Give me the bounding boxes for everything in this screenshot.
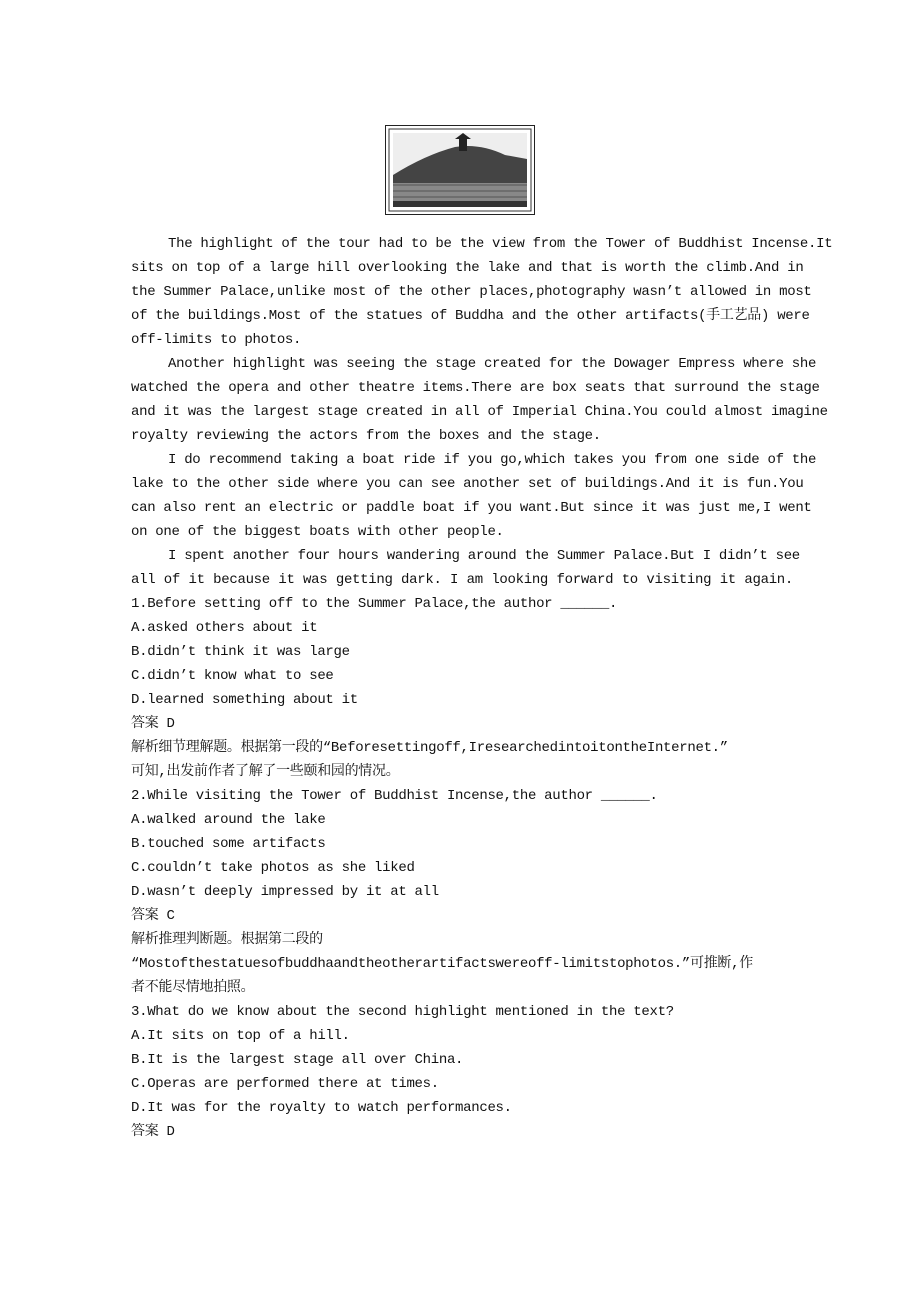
text-line: all of it because it was getting dark. I am looking forward to visiting it again.: [131, 572, 793, 588]
text-line: C.Operas are performed there at times.: [131, 1076, 439, 1092]
text-line: sits on top of a large hill overlooking the lake and that is worth the climb.And in: [131, 260, 804, 276]
text-line: of the buildings.Most of the statues of Buddha and the other artifacts(手工艺品) were: [131, 308, 810, 324]
text-line: A.It sits on top of a hill.: [131, 1028, 350, 1044]
text-line: D.learned something about it: [131, 692, 358, 708]
document-body: [131, 232, 833, 1144]
text-line: lake to the other side where you can see another set of buildings.And it is fun.You: [131, 476, 804, 492]
text-line: 可知,出发前作者了解了一些颐和园的情况。: [131, 764, 400, 780]
text-line: 解析细节理解题。根据第一段的“Beforesettingoff,IresearchedintoitontheInternet.”: [131, 740, 728, 756]
text-line: can also rent an electric or paddle boat if you want.But since it was just me,I went: [131, 500, 812, 516]
text-line: 答案 D: [131, 716, 175, 732]
text-line: B.didn’t think it was large: [131, 644, 350, 660]
text-line: B.touched some artifacts: [131, 836, 326, 852]
text-line: on one of the biggest boats with other people.: [131, 524, 504, 540]
text-line: D.wasn’t deeply impressed by it at all: [131, 884, 439, 900]
text-line: D.It was for the royalty to watch performances.: [131, 1100, 512, 1116]
text-line: royalty reviewing the actors from the boxes and the stage.: [131, 428, 601, 444]
text-line: 答案 D: [131, 1124, 175, 1140]
text-line: The highlight of the tour had to be the view from the Tower of Buddhist Incense.It: [168, 236, 833, 252]
text-line: the Summer Palace,unlike most of the other places,photography wasn’t allowed in most: [131, 284, 812, 300]
text-line: Another highlight was seeing the stage created for the Dowager Empress where she: [168, 356, 817, 372]
text-line: I spent another four hours wandering around the Summer Palace.But I didn’t see: [168, 548, 800, 564]
text-line: B.It is the largest stage all over China.: [131, 1052, 464, 1068]
summer-palace-photo: [385, 125, 535, 215]
text-line: C.didn’t know what to see: [131, 668, 334, 684]
text-line: 2.While visiting the Tower of Buddhist Incense,the author ______.: [131, 788, 658, 804]
text-line: 1.Before setting off to the Summer Palace,the author ______.: [131, 596, 618, 612]
text-line: A.asked others about it: [131, 620, 318, 636]
text-line: 答案 C: [131, 908, 175, 924]
text-line: 3.What do we know about the second highlight mentioned in the text?: [131, 1004, 674, 1020]
text-line: and it was the largest stage created in all of Imperial China.You could almost imagine: [131, 404, 828, 420]
text-line: C.couldn’t take photos as she liked: [131, 860, 415, 876]
text-line: 解析推理判断题。根据第二段的: [131, 932, 323, 948]
text-line: “Mostofthestatuesofbuddhaandtheotherartifactswereoff-limitstophotos.”可推断,作: [131, 956, 753, 972]
text-line: A.walked around the lake: [131, 812, 326, 828]
text-line: watched the opera and other theatre items.There are box seats that surround the stage: [131, 380, 820, 396]
text-line: I do recommend taking a boat ride if you go,which takes you from one side of the: [168, 452, 817, 468]
text-line: off-limits to photos.: [131, 332, 302, 348]
text-line: 者不能尽情地拍照。: [131, 980, 255, 996]
